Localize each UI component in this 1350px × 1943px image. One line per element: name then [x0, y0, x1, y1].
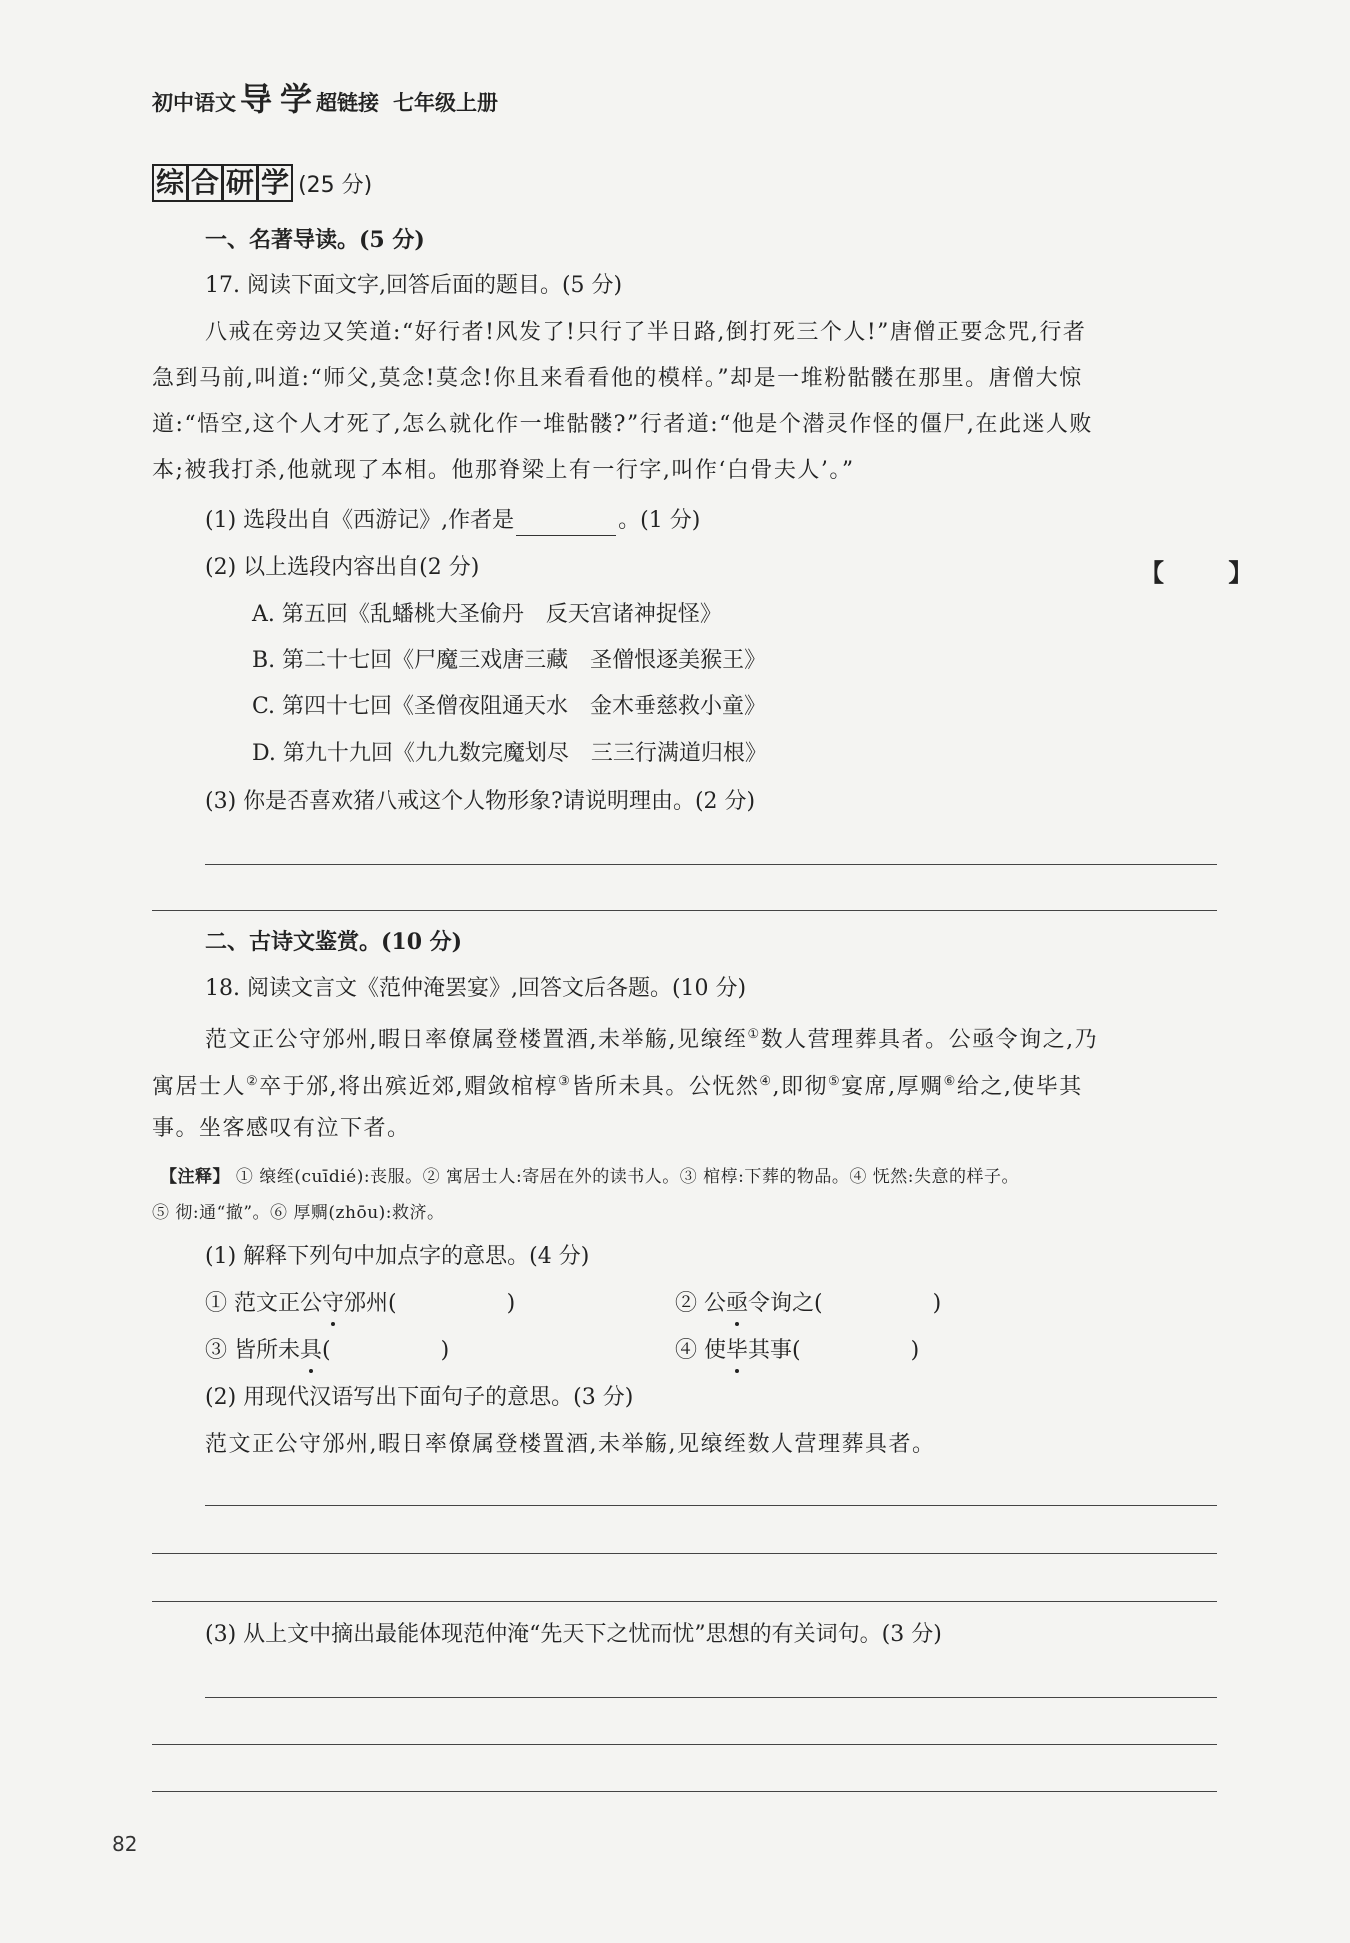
note-marker: ⑤: [828, 1074, 842, 1089]
answer-line[interactable]: [152, 1553, 1217, 1554]
note-marker: ①: [747, 1027, 761, 1042]
q17-sub1-points: 。(1 分): [618, 508, 701, 533]
option-a: A. 第五回《乱蟠桃大圣偷丹 反天宫诸神捉怪》: [252, 602, 722, 627]
q17-passage-line: 本;被我打杀,他就现了本相。他那脊梁上有一行字,叫作‘白骨夫人’。”: [152, 458, 855, 483]
note-marker: ⑥: [943, 1074, 957, 1089]
header-series: 初中语文: [152, 91, 236, 115]
vocab-item-2: [675, 1289, 941, 1319]
q17-sub2: (2) 以上选段内容出自(2 分): [205, 555, 480, 580]
title-char: 研: [222, 164, 258, 202]
q17-sub1: [205, 506, 700, 536]
option-d: D. 第九十九回《九九数完魔划尽 三三行满道归根》: [252, 741, 767, 766]
q17-passage-line: 急到马前,叫道:“师父,莫念!莫念!你且来看看他的模样。”却是一堆粉骷髅在那里。唐僧大惊: [152, 366, 1083, 391]
notes-label: 【注释】: [160, 1167, 230, 1187]
answer-line[interactable]: [205, 864, 1217, 865]
passage-text: 皆所未具。公怃然: [571, 1074, 760, 1100]
q17-sub1-text: (1) 选段出自《西游记》,作者是: [205, 508, 515, 533]
passage-text: 范文正公守邠州,暇日率僚属登楼置酒,未举觞,见缞绖: [205, 1027, 748, 1053]
header-xue: 学: [280, 80, 313, 118]
q17-passage-line: 八戒在旁边又笑道:“好行者!风发了!只行了半日路,倒打死三个人!”唐僧正要念咒,行者: [205, 320, 1087, 345]
header-link: 超链接: [316, 91, 380, 115]
passage-text: ,即彻: [772, 1074, 828, 1100]
header-grade: 七年级上册: [393, 91, 499, 115]
answer-line[interactable]: [152, 1791, 1217, 1792]
item-text: ): [932, 1291, 942, 1316]
vocab-item-4: [675, 1336, 919, 1366]
item-text: ① 范文正公: [205, 1291, 322, 1316]
q18-passage-line: [152, 1067, 1083, 1102]
note-marker: ③: [558, 1074, 572, 1089]
dotted-char: 守: [322, 1289, 344, 1319]
option-c: C. 第四十七回《圣僧夜阻通天水 金木垂慈救小童》: [252, 694, 767, 719]
notes-line: [160, 1162, 1019, 1192]
passage-text: 卒于邠,将出殡近郊,赗敛棺椁: [259, 1074, 559, 1100]
choice-answer-bracket[interactable]: 【 】: [1140, 559, 1281, 587]
item-text: (: [322, 1338, 331, 1363]
note-marker: ②: [246, 1074, 260, 1089]
item-text: ② 公: [675, 1291, 726, 1316]
passage-text: 给之,使毕其: [956, 1074, 1083, 1100]
title-char: 合: [187, 164, 223, 202]
dotted-char: 亟: [726, 1289, 748, 1319]
answer-line[interactable]: [205, 1505, 1217, 1506]
q18-passage-line: 事。坐客感叹有泣下者。: [152, 1116, 411, 1141]
notes-line: ⑤ 彻:通“撤”。⑥ 厚赒(zhōu):救济。: [152, 1203, 445, 1223]
q18-sub1: (1) 解释下列句中加点字的意思。(4 分): [205, 1244, 590, 1269]
passage-text: 数人营理葬具者。公亟令询之,乃: [760, 1027, 1099, 1053]
dotted-char: 具: [300, 1336, 322, 1366]
answer-line[interactable]: [152, 910, 1217, 911]
part2-heading: 二、古诗文鉴赏。(10 分): [205, 929, 463, 955]
q17-passage-line: 道:“悟空,这个人才死了,怎么就化作一堆骷髅?”行者道:“他是个潜灵作怪的僵尸,在此迷人败: [152, 412, 1093, 437]
item-text: ): [440, 1338, 450, 1363]
item-text: 其事(: [748, 1338, 801, 1363]
answer-line[interactable]: [205, 1697, 1217, 1698]
item-text: ④ 使: [675, 1338, 726, 1363]
q18-sub2: (2) 用现代汉语写出下面句子的意思。(3 分): [205, 1385, 634, 1410]
section-title: [152, 164, 372, 202]
dotted-char: 毕: [726, 1336, 748, 1366]
part1-heading: 一、名著导读。(5 分): [205, 227, 425, 253]
q18-prompt: 18. 阅读文言文《范仲淹罢宴》,回答文后各题。(10 分): [205, 976, 747, 1001]
vocab-item-3: [205, 1336, 449, 1366]
item-text: ③ 皆所未: [205, 1338, 300, 1363]
notes-text: ① 缞绖(cuīdié):丧服。② 寓居士人:寄居在外的读书人。③ 棺椁:下葬的物品。④ 怃然:失意的样子。: [235, 1167, 1019, 1187]
q17-prompt: 17. 阅读下面文字,回答后面的题目。(5 分): [205, 273, 623, 298]
answer-line[interactable]: [152, 1601, 1217, 1602]
item-text: 令询之(: [748, 1291, 823, 1316]
vocab-item-1: [205, 1289, 515, 1319]
page-number: 82: [112, 1832, 138, 1856]
q17-sub3: (3) 你是否喜欢猪八戒这个人物形象?请说明理由。(2 分): [205, 789, 756, 814]
page-header: [152, 74, 498, 120]
title-char: 学: [257, 164, 293, 202]
header-dao: 导: [240, 80, 273, 118]
note-marker: ④: [759, 1074, 773, 1089]
title-char: 综: [152, 164, 188, 202]
answer-line[interactable]: [152, 1744, 1217, 1745]
item-text: ): [910, 1338, 920, 1363]
q18-sub3: (3) 从上文中摘出最能体现范仲淹“先天下之忧而忧”思想的有关词句。(3 分): [205, 1622, 942, 1647]
item-text: ): [506, 1291, 516, 1316]
section-points: (25 分): [298, 173, 373, 198]
item-text: 邠州(: [344, 1291, 397, 1316]
passage-text: 宴席,厚赒: [841, 1074, 944, 1100]
q18-sub2-sentence: 范文正公守邠州,暇日率僚属登楼置酒,未举觞,见缞绖数人营理葬具者。: [205, 1432, 936, 1457]
option-b: B. 第二十七回《尸魔三戏唐三藏 圣僧恨逐美猴王》: [252, 648, 767, 673]
author-answer-blank[interactable]: [516, 511, 616, 536]
passage-text: 寓居士人: [152, 1074, 247, 1100]
q18-passage-line: [205, 1020, 1098, 1055]
